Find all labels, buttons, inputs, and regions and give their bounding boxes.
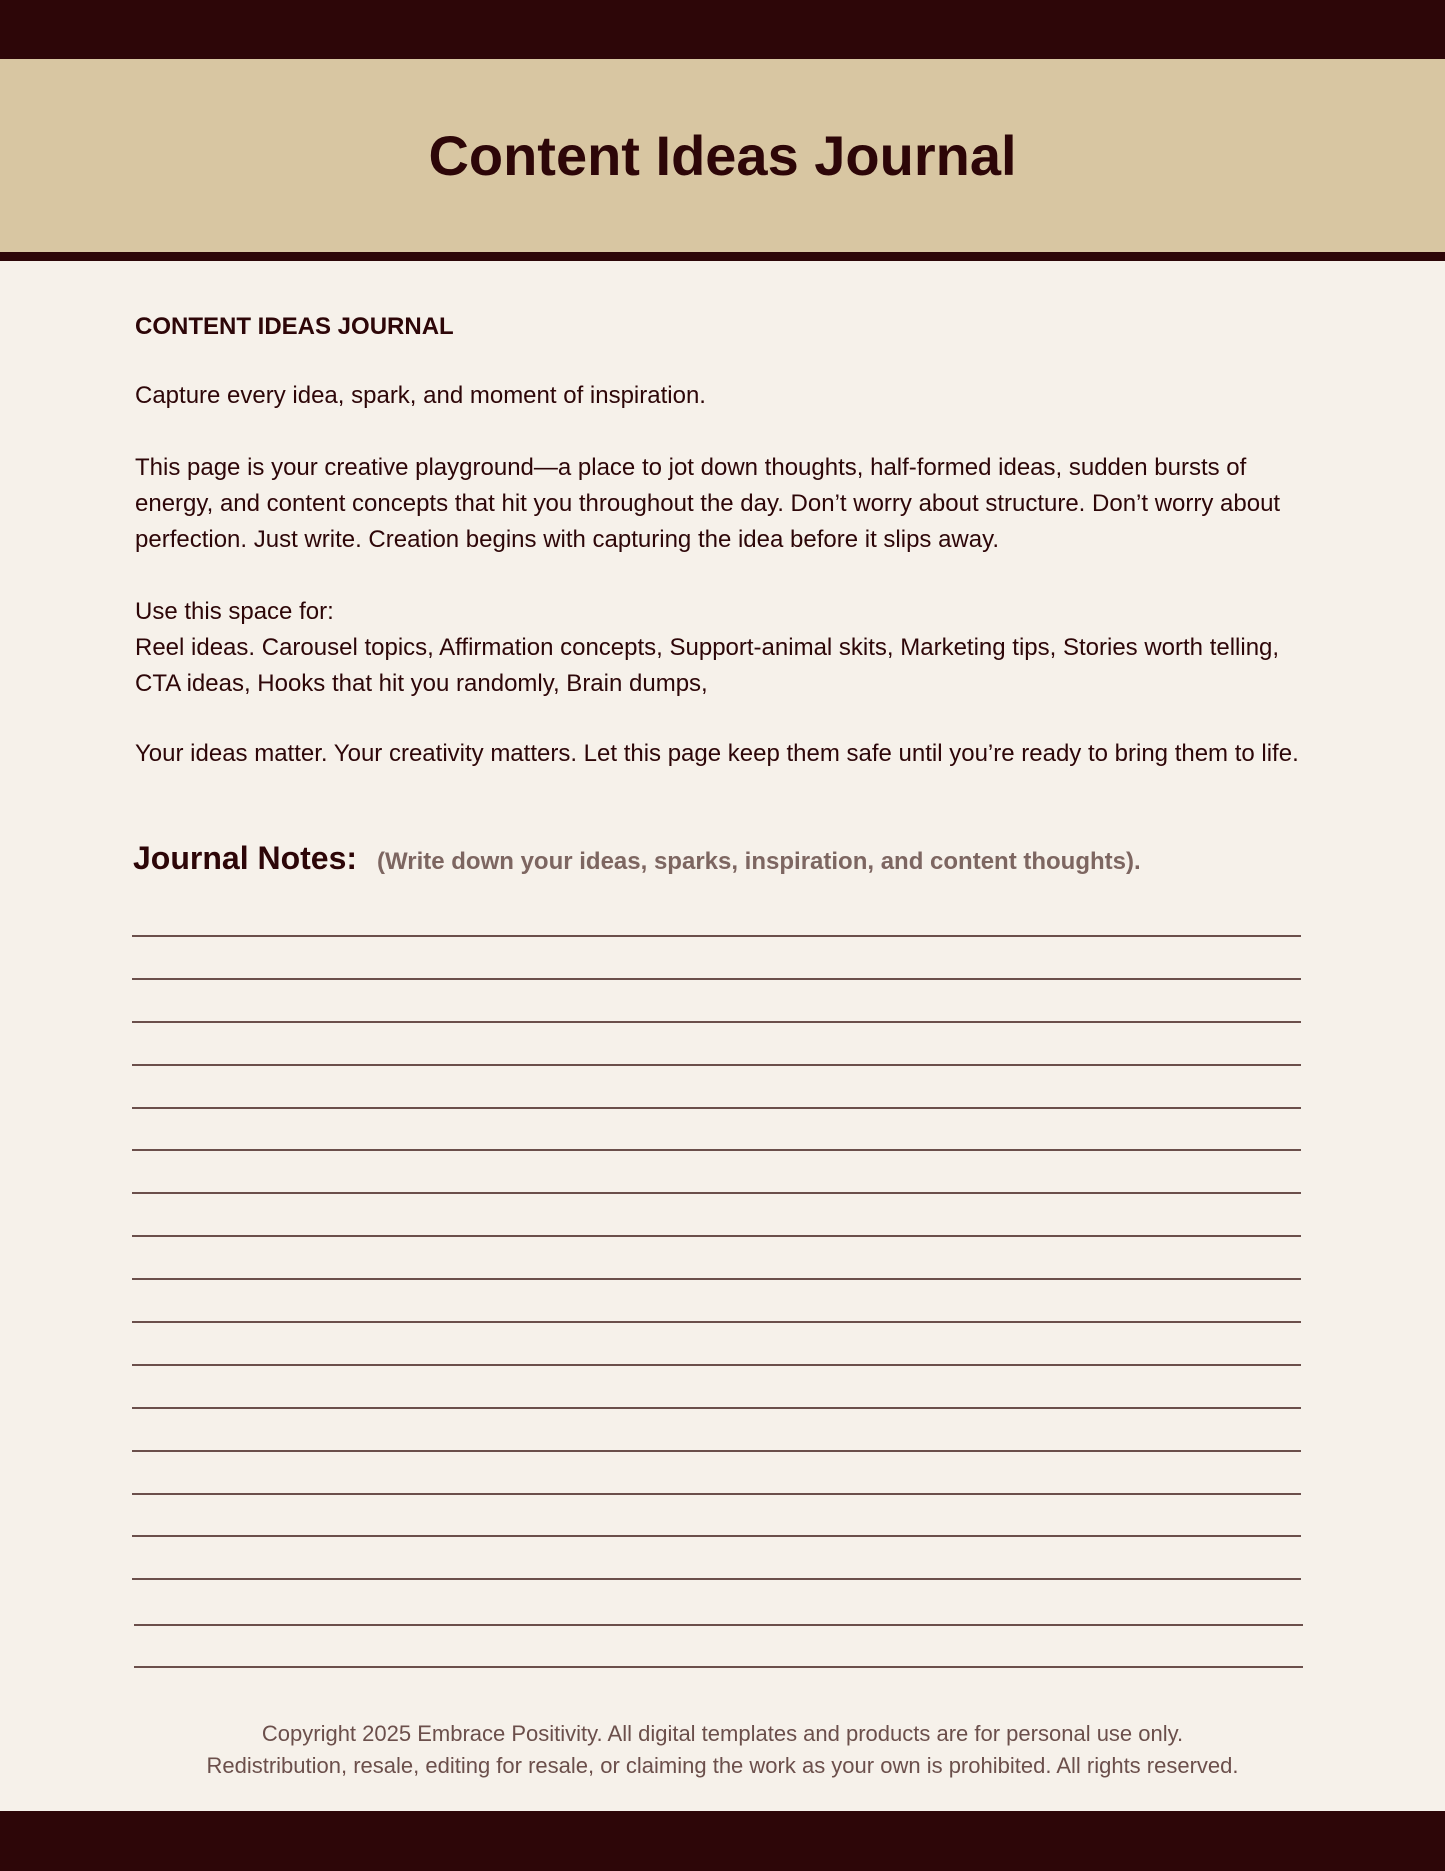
journal-notes-title: Journal Notes: xyxy=(133,840,358,876)
closing-paragraph: Your ideas matter. Your creativity matters. Let this page keep them safe until you’re ready to bring them to life. xyxy=(135,740,1299,767)
writing-lines-area[interactable] xyxy=(132,0,1302,1871)
writing-line[interactable] xyxy=(132,1493,1301,1495)
writing-line[interactable] xyxy=(132,1064,1301,1066)
use-for-label: Use this space for: xyxy=(135,598,334,625)
writing-line[interactable] xyxy=(132,1278,1301,1280)
writing-line[interactable] xyxy=(132,1364,1301,1366)
bottom-decorative-bar xyxy=(0,1811,1445,1871)
tagline: Capture every idea, spark, and moment of inspiration. xyxy=(135,382,706,409)
writing-line[interactable] xyxy=(134,1666,1303,1668)
writing-line[interactable] xyxy=(132,1107,1301,1109)
writing-line[interactable] xyxy=(132,1192,1301,1194)
writing-line[interactable] xyxy=(132,1450,1301,1452)
description-paragraph: This page is your creative playground—a place to jot down thoughts, half-formed ideas, sudden bursts of energy, and content concepts that hit you throughout the day. Don’t worry about structure. Don’t worry about perfection. Just write. Creation begins with capturing the idea before it slips away. xyxy=(135,454,1281,553)
section-heading: CONTENT IDEAS JOURNAL xyxy=(135,313,454,340)
writing-line[interactable] xyxy=(132,978,1301,980)
copyright-line-2: Redistribution, resale, editing for resale, or claiming the work as your own is prohibited. All rights reserved. xyxy=(206,1753,1239,1778)
journal-notes-hint: (Write down your ideas, sparks, inspiration, and content thoughts). xyxy=(377,848,1141,875)
copyright-line-1: Copyright 2025 Embrace Positivity. All digital templates and products are for personal use only. xyxy=(261,1721,1184,1746)
writing-line[interactable] xyxy=(132,935,1301,937)
writing-line[interactable] xyxy=(132,1535,1301,1537)
page-title: Content Ideas Journal xyxy=(428,124,1017,187)
copyright-footer xyxy=(0,1718,1445,1782)
writing-line[interactable] xyxy=(132,1321,1301,1323)
writing-line[interactable] xyxy=(132,1578,1301,1580)
writing-line[interactable] xyxy=(132,1149,1301,1151)
writing-line[interactable] xyxy=(132,1235,1301,1237)
writing-line[interactable] xyxy=(132,1021,1301,1023)
writing-line[interactable] xyxy=(132,1407,1301,1409)
writing-line[interactable] xyxy=(134,1624,1303,1626)
use-for-list: Reel ideas. Carousel topics, Affirmation concepts, Support-animal skits, Marketing tips, Stories worth telling, CTA ideas, Hooks that hit you randomly, Brain dumps, xyxy=(135,634,1280,697)
